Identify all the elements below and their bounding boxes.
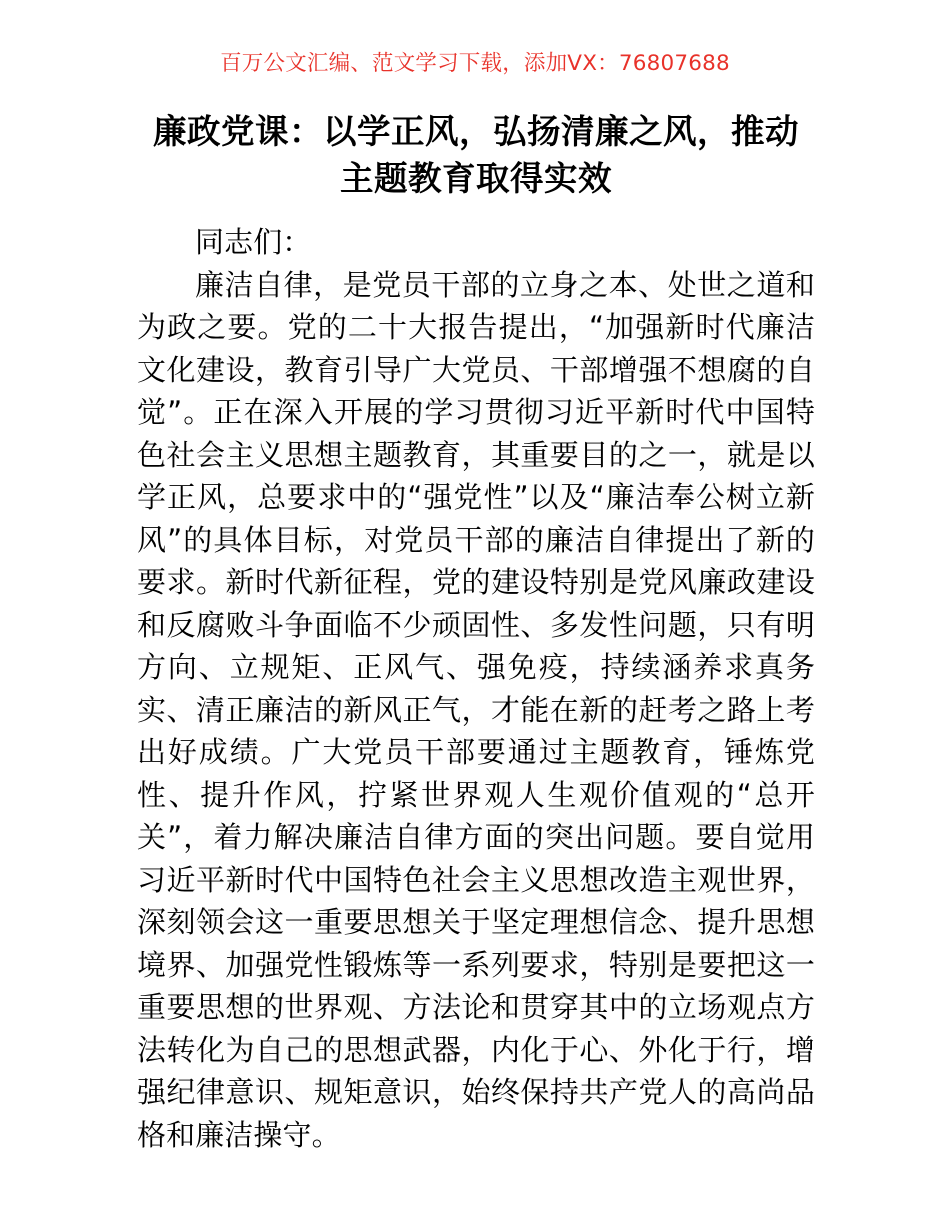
document-content — [137, 108, 815, 1156]
promo-header-text: 百万公文汇编、范文学习下载，添加VX：76807688 — [220, 51, 730, 76]
page-title: 廉政党课：以学正风，弘扬清廉之风，推动主题教育取得实效 — [153, 112, 799, 198]
salutation: 同志们： — [195, 225, 312, 259]
body-paragraph: 廉洁自律，是党员干部的立身之本、处世之道和为政之要。党的二十大报告提出，“加强新时代廉洁文化建设，教育引导广大党员、干部增强不想腐的自觉”。正在深入开展的学习贯彻习近平新时代中国特色社会主义思想主题教育，其重要目的之一，就是以学正风，总要求中的“强党性”以及“廉洁奉公树立新风”的具体目标，对党员干部的廉洁自律提出了新的要求。新时代新征程，党的建设特别是党风廉政建设和反腐败斗争面临不少顽固性、多发性问题，只有明方向、立规矩、正风气、强免疫，持续涵养求真务实、清正廉洁的新风正气，才能在新的赶考之路上考出好成绩。广大党员干部要通过主题教育，锤炼党性、提升作风，拧紧世界观人生观价值观的“总开关”，着力解决廉洁自律方面的突出问题。要自觉用习近平新时代中国特色社会主义思想改造主观世界，深刻领会这一重要思想关于坚定理想信念、提升思想境界、加强党性锻炼等一系列要求，特别是要把这一重要思想的世界观、方法论和贯穿其中的立场观点方法转化为自己的思想武器，内化于心、外化于行，增强纪律意识、规矩意识，始终保持共产党人的高尚品格和廉洁操守。 — [137, 267, 815, 1152]
